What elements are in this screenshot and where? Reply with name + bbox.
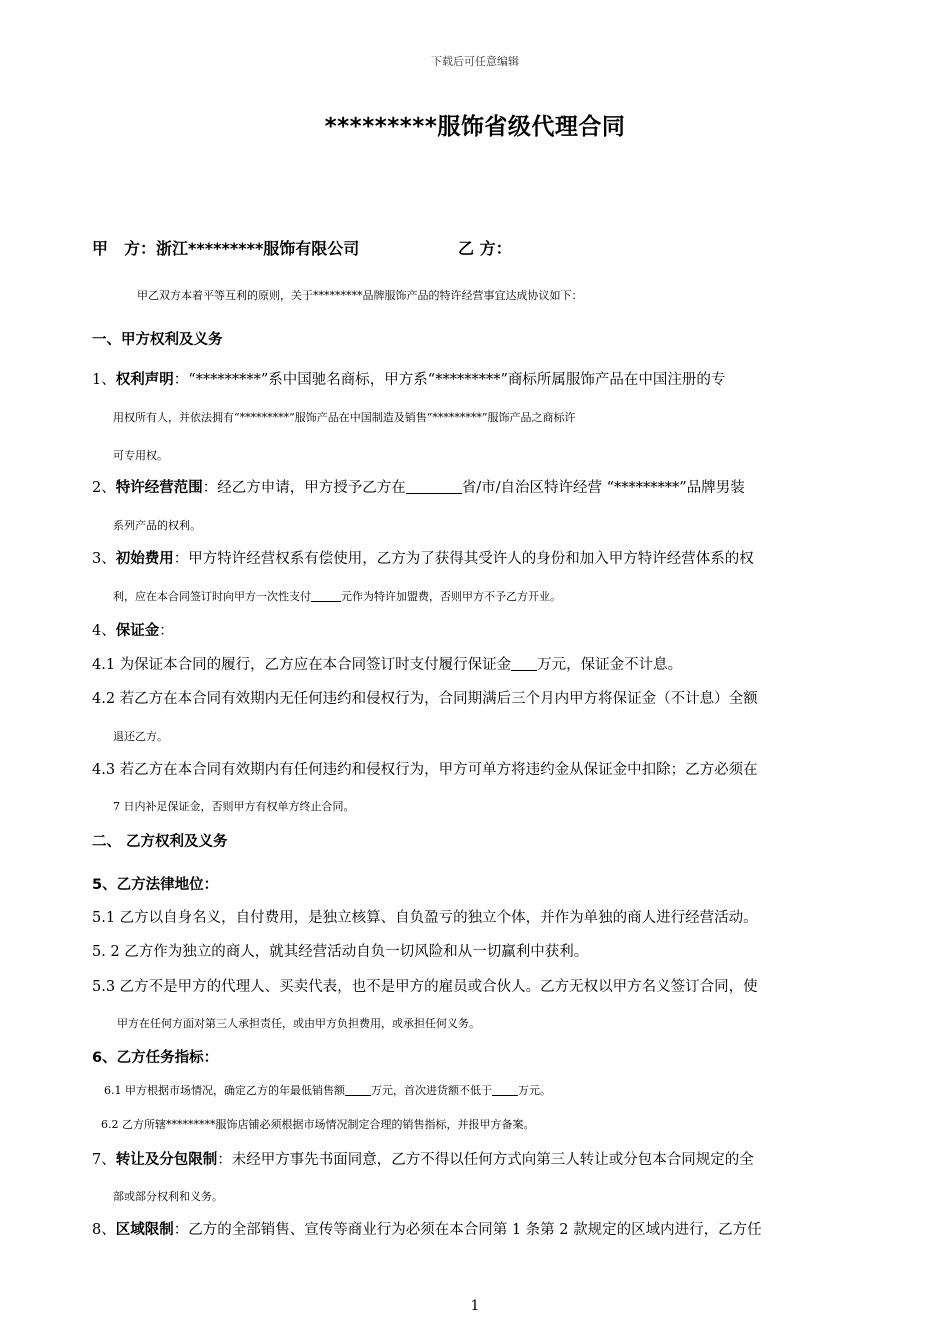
- clause-6: 6、乙方任务指标：: [92, 1050, 219, 1066]
- page-header: 下载后可任意编辑: [431, 55, 519, 68]
- clause-text: 万元，首次进货额不低于: [371, 1084, 492, 1097]
- clause-label: 权利声明: [115, 372, 174, 388]
- clause-number: 7、: [92, 1152, 116, 1168]
- clause-text: 4.1 为保证本合同的履行，乙方应在本合同签订时支付履行保证金: [92, 657, 512, 673]
- blank-franchise-fee: [311, 587, 341, 602]
- clause-6-1: [104, 1081, 874, 1101]
- clause-text: ：乙方的全部销售、宣传等商业行为必须在本合同第 1 条第 2 款规定的区域内进行，乙方任: [173, 1222, 762, 1238]
- blank-min-sales: [345, 1081, 371, 1096]
- clause-4-3-line-2: 7 日内补足保证金，否则甲方有权单方终止合同。: [113, 800, 355, 813]
- contract-title: *********服饰省级代理合同: [324, 114, 626, 140]
- blank-deposit: [511, 656, 537, 671]
- clause-text: 6.1 甲方根据市场情况，确定乙方的年最低销售额: [104, 1084, 345, 1097]
- clause-2-line-2: 系列产品的权利。: [113, 519, 201, 532]
- clause-5: 5、乙方法律地位：: [92, 877, 219, 893]
- clause-text: ：未经甲方事先书面同意，乙方不得以任何方式向第三人转让或分包本合同规定的全: [217, 1152, 754, 1168]
- section-2-heading: 二、 乙方权利及义务: [92, 834, 228, 850]
- clause-1-line-2: 用权所有人，并依法拥有“*********”服饰产品在中国制造及销售“*********”服饰产品之商标许: [113, 411, 576, 424]
- party-b: 乙 方：: [458, 239, 512, 258]
- clause-1-line-3: 可专用权。: [113, 449, 168, 462]
- blank-first-order: [492, 1081, 518, 1096]
- clause-label: 转让及分包限制: [115, 1152, 218, 1168]
- clause-4: [92, 621, 862, 641]
- page-number: 1: [470, 1298, 480, 1314]
- blank-province: [406, 479, 462, 494]
- clause-4-1: [92, 655, 862, 675]
- clause-7: [92, 1150, 862, 1170]
- clause-text: ：经乙方申请，甲方授予乙方在: [202, 480, 406, 496]
- clause-number: 4、: [92, 623, 116, 639]
- clause-4-3: 4.3 若乙方在本合同有效期内有任何违约和侵权行为，甲方可单方将违约金从保证金中扣除；乙方必须在: [92, 762, 758, 778]
- clause-2: [92, 478, 862, 498]
- clause-5-3-line-2: 甲方在任何方面对第三人承担责任，或由甲方负担费用，或承担任何义务。: [117, 1017, 480, 1030]
- clause-number: 1、: [92, 372, 116, 388]
- clause-6-2: 6.2 乙方所辖*********服饰店铺必须根据市场情况制定合理的销售指标，并报甲方备案。: [101, 1118, 535, 1131]
- clause-3-line-2: [113, 587, 883, 607]
- clause-label: 保证金: [115, 623, 160, 639]
- clause-5-3: 5.3 乙方不是甲方的代理人、买卖代表，也不是甲方的雇员或合伙人。乙方无权以甲方名义签订合同，使: [92, 979, 758, 995]
- clause-text: 省/市/自治区特许经营 “*********”品牌男装: [461, 480, 745, 496]
- clause-label: 区域限制: [115, 1222, 174, 1238]
- clause-text: 元作为特许加盟费，否则甲方不予乙方开业。: [341, 590, 561, 603]
- clause-text: 万元。: [518, 1084, 551, 1097]
- clause-8: [92, 1220, 862, 1240]
- clause-colon: ：: [159, 623, 174, 639]
- parties-line: [92, 236, 872, 259]
- intro-paragraph: 甲乙双方本着平等互利的原则，关于*********品牌服饰产品的特许经营事宜达成协议如下：: [137, 289, 583, 302]
- clause-1: [92, 370, 862, 390]
- clause-5-2: 5. 2 乙方作为独立的商人，就其经营活动自负一切风险和从一切赢利中获利。: [92, 944, 589, 960]
- clause-text: ：甲方特许经营权系有偿使用，乙方为了获得其受许人的身份和加入甲方特许经营体系的权: [173, 551, 754, 567]
- clause-7-line-2: 部或部分权利和义务。: [113, 1190, 223, 1203]
- party-a: 甲 方：浙江*********服饰有限公司: [92, 239, 360, 258]
- clause-4-2-line-2: 退还乙方。: [113, 730, 168, 743]
- clause-text: ：“*********”系中国驰名商标，甲方系“*********”商标所属服饰产品在中国注册的专: [173, 372, 726, 388]
- clause-5-1: 5.1 乙方以自身名义，自付费用，是独立核算、自负盈亏的独立个体，并作为单独的商人进行经营活动。: [92, 910, 758, 926]
- clause-3: [92, 549, 862, 569]
- clause-number: 2、: [92, 480, 116, 496]
- clause-number: 3、: [92, 551, 116, 567]
- clause-number: 8、: [92, 1222, 116, 1238]
- clause-label: 初始费用: [115, 551, 174, 567]
- clause-text: 万元，保证金不计息。: [537, 657, 683, 673]
- section-1-heading: 一、甲方权利及义务: [92, 332, 223, 348]
- clause-4-2: 4.2 若乙方在本合同有效期内无任何违约和侵权行为，合同期满后三个月内甲方将保证金（不计息）全额: [92, 691, 758, 707]
- clause-text: 利，应在本合同签订时向甲方一次性支付: [113, 590, 311, 603]
- clause-label: 特许经营范围: [115, 480, 203, 496]
